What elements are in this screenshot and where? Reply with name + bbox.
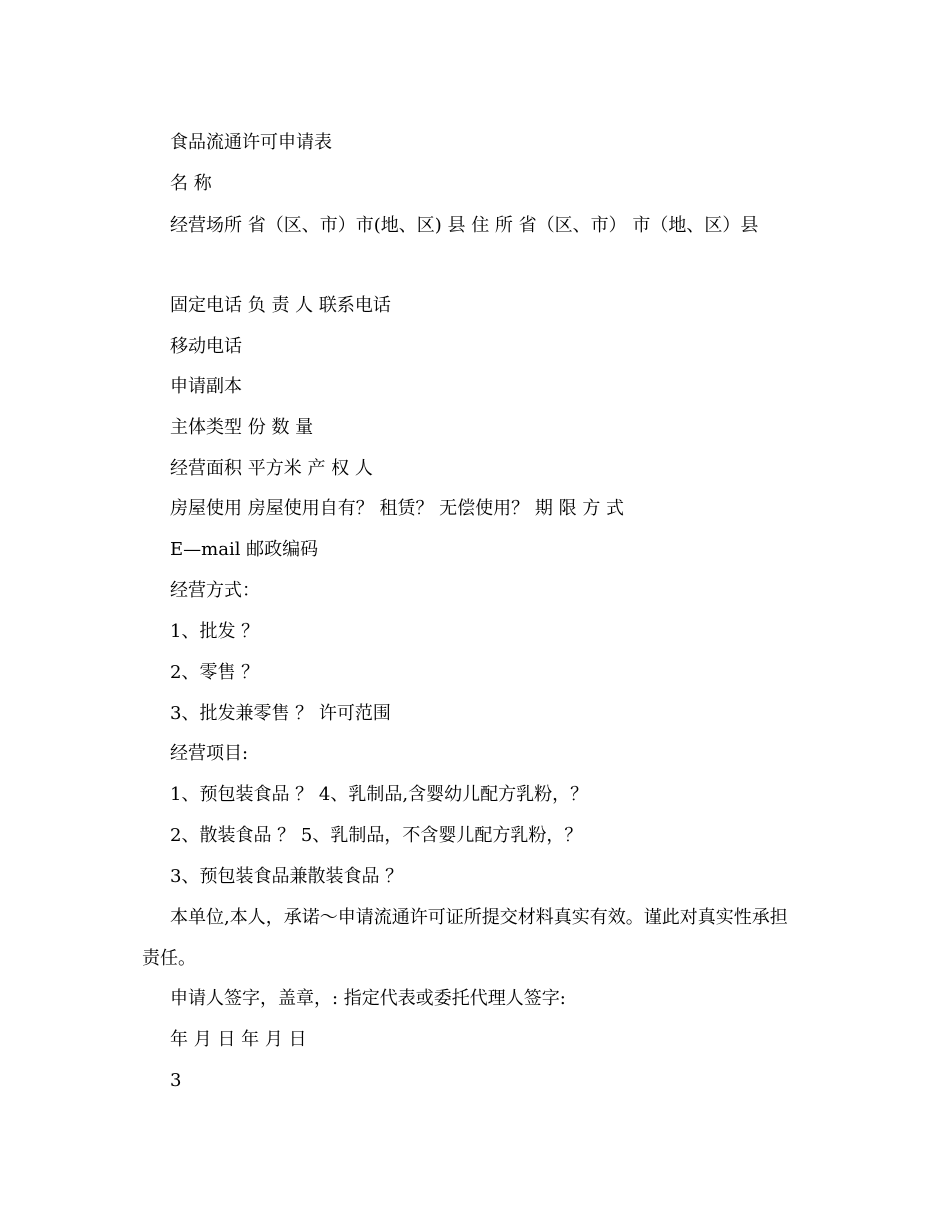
- area-line: 经营面积 平方米 产 权 人: [170, 458, 373, 479]
- entity-type-line: 主体类型 份 数 量: [170, 417, 314, 438]
- item-row-3: 3、预包装食品兼散装食品 ？: [170, 866, 404, 887]
- item-row-1: 1、预包装食品 ？ 4、乳制品,含婴幼儿配方乳粉，？: [170, 784, 589, 805]
- mobile-line: 移动电话: [170, 336, 242, 357]
- mode-heading: 经营方式：: [170, 580, 260, 601]
- date-line: 年 月 日 年 月 日: [170, 1029, 307, 1050]
- copy-line: 申请副本: [170, 376, 242, 397]
- mode-retail: 2、零售 ？: [170, 662, 260, 683]
- housing-line: 房屋使用 房屋使用自有？ 租赁？ 无偿使用？ 期 限 方 式: [170, 498, 625, 519]
- name-line: 名 称: [170, 173, 212, 194]
- item-row-2: 2、散装食品 ？ 5、乳制品，不含婴儿配方乳粉，？: [170, 825, 583, 846]
- page-number: 3: [170, 1070, 182, 1091]
- mode-wholesale: 1、批发 ？: [170, 621, 260, 642]
- pledge-paragraph: 本单位,本人，承诺～申请流通许可证所提交材料真实有效。谨此对真实性承担责任。: [142, 907, 788, 969]
- items-heading: 经营项目:: [170, 743, 249, 764]
- phone-line: 固定电话 负 责 人 联系电话: [170, 295, 391, 316]
- email-line: E—mail 邮政编码: [170, 539, 319, 560]
- mode-both: 3、批发兼零售 ？ 许可范围: [170, 703, 391, 724]
- document-title: 食品流通许可申请表: [170, 132, 332, 153]
- signature-line: 申请人签字，盖章，: 指定代表或委托代理人签字:: [170, 988, 566, 1009]
- premises-line: 经营场所 省（区、市）市(地、区) 县 住 所 省（区、市） 市（地、区）县: [170, 215, 759, 236]
